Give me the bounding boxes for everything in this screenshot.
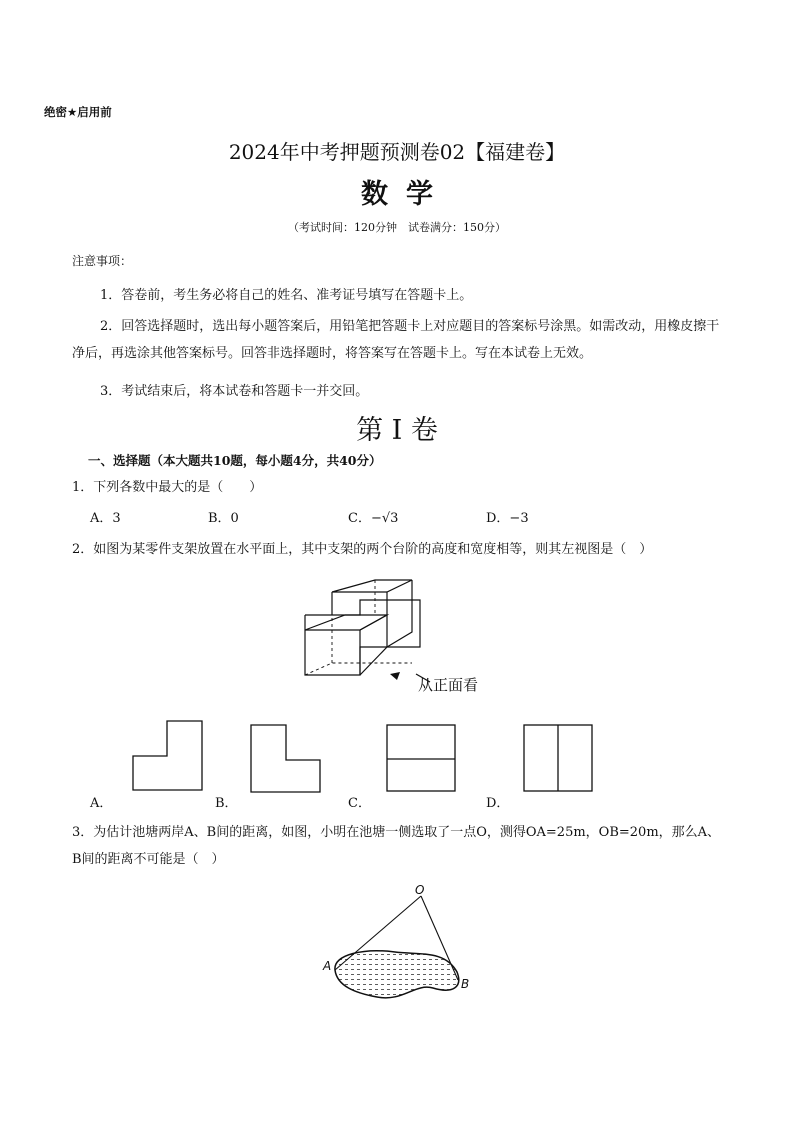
q1-option-a: A．3: [90, 511, 121, 526]
notice-item-1: 1．答卷前，考生务必将自己的姓名、准考证号填写在答题卡上。: [100, 288, 473, 303]
q1-option-b: B．0: [208, 511, 239, 526]
q2-option-c-figure: [384, 722, 460, 794]
section-heading: 一、选择题（本大题共10题，每小题4分，共40分）: [88, 453, 382, 468]
exam-time-info: （考试时间：120分钟 试卷满分：150分）: [288, 221, 506, 234]
q2-option-d: D．: [486, 796, 510, 811]
exam-title: 2024年中考押题预测卷02【福建卷】: [228, 140, 566, 164]
q3-pond-figure: [315, 882, 475, 1007]
q2-option-b: B．: [215, 796, 238, 811]
notice-item-2: 2．回答选择题时，选出每小题答案后，用铅笔把答题卡上对应题目的答案标号涂黑。如需改动，用橡皮擦干净后，再选涂其他答案标号。回答非选择题时，将答案写在答题卡上。写在本试卷上无效。: [72, 319, 720, 361]
subject-title: 数学: [361, 179, 451, 210]
view-direction-label: 从正面看: [418, 676, 479, 694]
question-3-stem: 3．为估计池塘两岸A、B间的距离，如图，小明在池塘一侧选取了一点O，测得OA=25m，OB=20m，那么A、B间的距离不可能是（ ）: [72, 825, 721, 867]
question-2-stem: 2．如图为某零件支架放置在水平面上，其中支架的两个台阶的高度和宽度相等，则其左视图是（ ）: [72, 542, 653, 557]
q2-option-c: C．: [348, 796, 371, 811]
pond-shape: [335, 951, 459, 998]
q1-option-d: D．−3: [486, 511, 529, 526]
q2-option-b-figure: [248, 722, 324, 794]
q2-option-a-figure: [130, 718, 206, 794]
point-b-label: B: [461, 977, 470, 991]
volume-title: 第 I 卷: [356, 415, 438, 446]
q1-option-c: C．−√3: [348, 511, 399, 526]
q2-option-a: A．: [90, 796, 113, 811]
q2-option-d-figure: [521, 722, 597, 794]
point-o-label: O: [415, 883, 425, 897]
confidential-mark: 绝密★启用前: [44, 105, 112, 119]
point-a-label: A: [323, 959, 332, 973]
question-1-stem: 1．下列各数中最大的是（ ）: [72, 480, 263, 495]
notice-heading: 注意事项：: [72, 254, 133, 268]
notice-item-3: 3．考试结束后，将本试卷和答题卡一并交回。: [100, 384, 369, 399]
q2-bracket-figure: [290, 570, 500, 695]
